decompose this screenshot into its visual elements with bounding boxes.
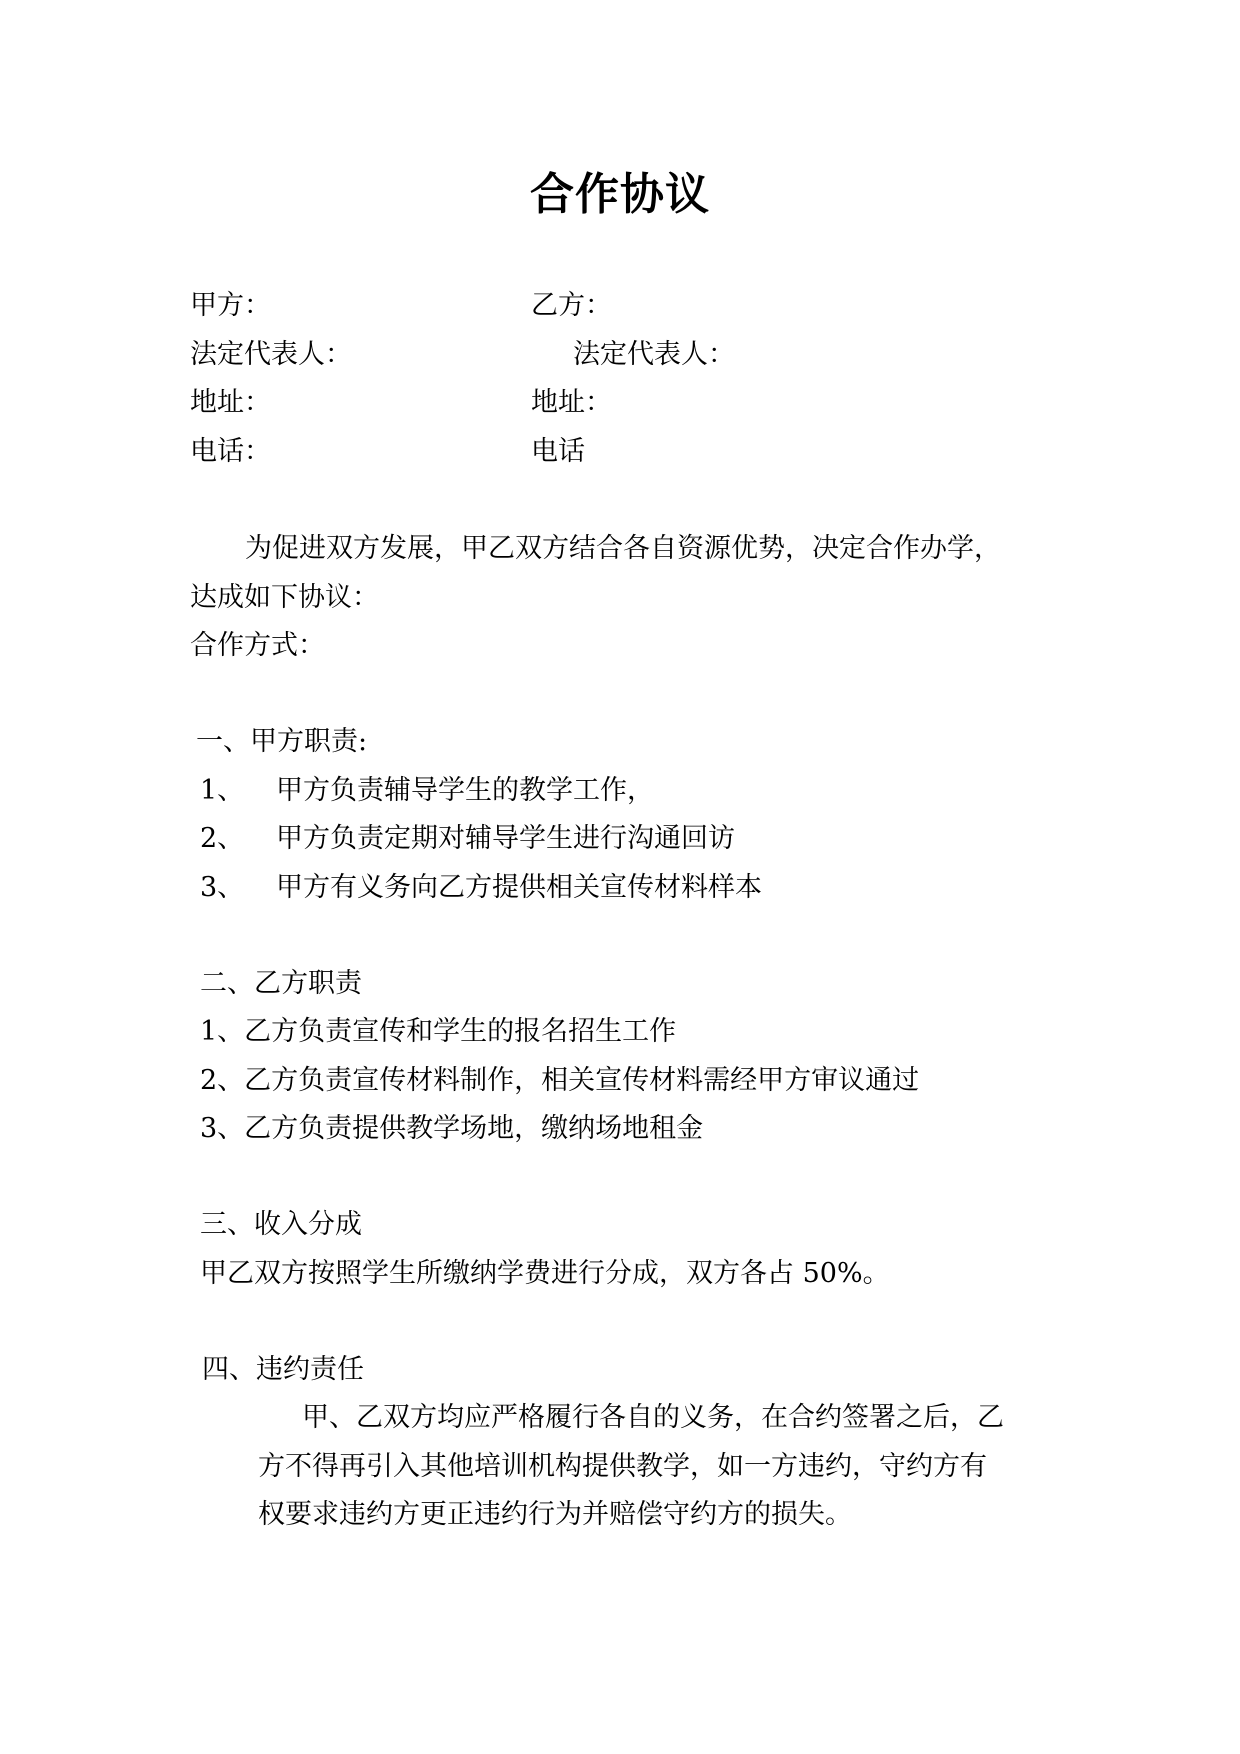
section-2-item-3: 3、乙方负责提供教学场地，缴纳场地租金	[200, 1113, 704, 1144]
party-b-phone-label: 电话	[531, 436, 585, 467]
party-b-rep-label: 法定代表人：	[573, 339, 735, 370]
section-4-heading: 四、违约责任	[202, 1354, 364, 1385]
section-1-heading: 一、甲方职责:	[196, 726, 368, 757]
party-a-address-label: 地址：	[190, 387, 271, 418]
section-1-item-2-text: 甲方负责定期对辅导学生进行沟通回访	[276, 823, 735, 854]
section-4-line-1: 甲、乙双方均应严格履行各自的义务，在合约签署之后，乙	[302, 1402, 1004, 1433]
party-a-rep-label: 法定代表人：	[190, 339, 352, 370]
party-a-phone-label: 电话：	[190, 436, 271, 467]
cooperation-mode-label: 合作方式：	[190, 630, 325, 661]
intro-line-1: 为促进双方发展，甲乙双方结合各自资源优势，决定合作办学，	[245, 533, 1001, 564]
party-b-address-label: 地址：	[531, 387, 612, 418]
section-2-item-1: 1、乙方负责宣传和学生的报名招生工作	[200, 1016, 677, 1047]
section-4-line-2: 方不得再引入其他培训机构提供教学，如一方违约，守约方有	[258, 1451, 987, 1482]
section-2-item-2: 2、乙方负责宣传材料制作，相关宣传材料需经甲方审议通过	[200, 1065, 920, 1096]
section-2-heading: 二、乙方职责	[200, 968, 362, 999]
party-b-label: 乙方：	[531, 290, 612, 321]
document-title: 合作协议	[530, 169, 710, 220]
intro-line-2: 达成如下协议：	[190, 582, 379, 613]
section-3-text: 甲乙双方按照学生所缴纳学费进行分成，双方各占 50%。	[200, 1258, 890, 1289]
section-3-heading: 三、收入分成	[200, 1209, 362, 1240]
section-4-line-3: 权要求违约方更正违约行为并赔偿守约方的损失。	[258, 1499, 852, 1530]
section-1-item-3-text: 甲方有义务向乙方提供相关宣传材料样本	[276, 872, 762, 903]
party-a-label: 甲方：	[190, 290, 271, 321]
section-1-item-1-text: 甲方负责辅导学生的教学工作，	[276, 775, 654, 806]
section-1-item-3-number: 3、	[200, 872, 245, 903]
section-1-item-1-number: 1、	[200, 775, 245, 806]
section-1-item-2-number: 2、	[200, 823, 245, 854]
